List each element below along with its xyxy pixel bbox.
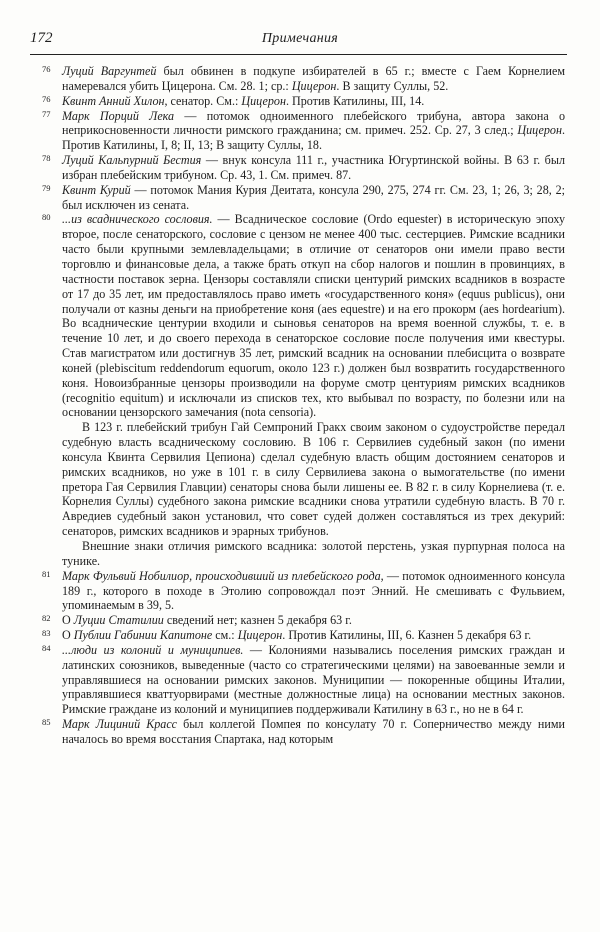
footnote-term: Квинт Курий (62, 182, 131, 197)
page-number: 172 (30, 30, 53, 46)
footnote-term: Квинт Анний Хилон (62, 93, 165, 108)
footnote-fragment: . Против Катилины, I, 8; II, 13; В защиту Суллы, 18. (62, 123, 565, 153)
footnote-term: Луций Варгунтей (62, 64, 157, 78)
footnote-fragment: . Против Катилины, III, 6. Казнен 5 декабря 63 г. (282, 628, 532, 643)
footnote (42, 93, 565, 109)
footnote-fragment: — Колониями назывались поселения римских граждан и латинских союзников, выведенные (часто со стратегическими целями) на завоеванные земли и управлявшиеся на основании римских законов. Муниципии — покоренные общины Италии, управлявшиеся кваттуорвирами (местные должностные лица) на основании местных законов. Римские граждане из колоний и муниципиев поддерживали Катилину в 63 г., но не в 64 г. (62, 642, 565, 717)
footnote-fragment: . Против Катилины, III, 14. (285, 93, 425, 108)
footnote-text (62, 94, 424, 108)
footnote-text (62, 183, 565, 212)
footnote-term: Марк Порций Лека (62, 108, 175, 123)
footnote-fragment: сведений нет; казнен 5 декабря 63 г. (163, 613, 352, 628)
footnote-fragment: — Всадническое сословие (Ordo equester) в историческую эпоху второе, после сенаторского, сословие с цензом не менее 400 тыс. сестерциев. Римские всадники часто были крупными землевладельцами; в отличие от сенаторов они имели право вести торговлю и финансовые дела, а также брать откуп на сбор налогов и пошлин в провинциях, в частности поставок зерна. Цензоры составляли списки центурий римских всадников в возрасте от 17 до 35 лет, им предоставлялось право иметь «государственного коня» (equus publicus), они получали от казны деньги на приобретение коня (aes equestre) и на его прокорм (aes hordearium). Во всаднические центурии входили и сыновья сенаторов на время военной службы, т. е. в течение 10 лет, и до своего перехода в сенаторское сословие после получения ими квестуры. Став магистратом или достигнув 35 лет, римский всадник на основании плебисцита о возврате коней (plebiscitum reddendorum equorum, около 123 г.) должен был возвратить государственного коня. Новоизбранные цензоры производили на форуме смотр центуриям римских всадников (recognitio equitum) и исключали из списков тех, кто выбывал по возрасту, по болезни или на основании цензорского замечания (nota censoria). (62, 212, 566, 420)
footnote-paragraph: В 123 г. плебейский трибун Гай Семпроний Гракх своим законом о судоустройстве передал судебную власть всадническому сословию. В 106 г. Сервилиев судебный закон (по имени консула Квинта Сервилия Цепиона) сделал судебную власть общим достоянием сенаторов и римских всадников, но уже в 101 г. в силу Сервилиева закона о вымогательстве (по имени претора Гая Сервилия Главции) сенаторы снова были лишены ее. В 82 г. в силу Корнелиева (т. е. Корнелия Суллы) судебного закона римские всадники снова утратили судебную власть. В 70 г. Авредиев судебный закон установил, что совет судей должен составляться из трех декурий: сенаторов, римских всадников и эрарных трибунов. (62, 420, 565, 539)
footnote (42, 628, 565, 643)
footnote-fragment: , сенатор. См.: (164, 93, 242, 108)
footnote-marker: 78 (42, 153, 51, 164)
footnote-term: Луций Кальпурний Бестия (62, 153, 202, 168)
notes-list (42, 64, 566, 747)
footnote-text (62, 717, 565, 746)
footnote (42, 568, 566, 614)
footnote-marker: 80 (42, 212, 51, 223)
footnote-marker: 85 (42, 717, 51, 728)
running-title: Примечания (261, 31, 339, 46)
footnote-marker: 83 (42, 628, 51, 639)
page-header (30, 28, 570, 50)
footnote-fragment: — потомок одноименного плебейского трибуна, автора закона о неприкосновенности личности римского гражданина; см. примеч. 252. Ср. 27, 3 след.; (62, 108, 565, 138)
footnote-term: Цицерон (241, 93, 286, 108)
footnote (42, 717, 565, 747)
footnote-marker: 76 (42, 93, 51, 104)
footnote-fragment: см.: (212, 628, 238, 643)
footnote-fragment: — внук консула 111 г., участника Югуртинской войны. В 63 г. был избран плебейским трибуном. Ср. 43, 1. См. примеч. 87. (62, 153, 566, 182)
footnote-text (62, 569, 565, 613)
footnote-term: Луции Статилии (73, 613, 164, 628)
footnote-fragment: . В защиту Суллы, 52. (336, 78, 449, 93)
footnote-term: Марк Лициний Красс (62, 717, 178, 732)
footnote-fragment: был коллегой Помпея по консулату 70 г. Соперничество между ними началось во время восстания Спартака, над которым (62, 717, 565, 746)
footnote-marker: 76 (42, 64, 51, 74)
footnote-marker: 82 (42, 613, 51, 624)
footnote-text (62, 64, 565, 93)
footnote-term: ...люди из колоний и муниципиев. (62, 642, 244, 657)
footnote-marker: 84 (42, 642, 51, 653)
footnote-term: Публии Габинии Капитоне (73, 628, 213, 643)
footnote (42, 613, 565, 628)
footnote-marker: 77 (42, 108, 51, 119)
footnote-fragment: — потомок одноименного консула 189 г., которого в походе в Этолию сопровождал поэт Энний. Не смешивать с Фульвием, упоминаемым в 39, 5. (62, 568, 566, 613)
footnote (42, 108, 565, 154)
footnote-text (62, 613, 352, 627)
footnote-fragment: О (62, 613, 74, 628)
footnote-text (62, 212, 565, 419)
footnote (42, 212, 566, 568)
footnote (42, 153, 566, 183)
footnote-term: Марк Фульвий Нобилиор, происходивший из плебейского рода, (62, 568, 384, 583)
footnote-text (62, 628, 531, 642)
header-rule (30, 54, 567, 55)
footnote-term: Цицерон (517, 123, 562, 138)
footnote-term: Цицерон (237, 628, 283, 643)
footnote-text (62, 153, 565, 182)
footnote-marker: 79 (42, 182, 51, 193)
footnote-fragment: — потомок Мания Курия Деитата, консула 290, 275, 274 гг. См. 23, 1; 26, 3; 28, 2; был исключен из сената. (62, 182, 565, 212)
footnote-term: ...из всаднического сословия. (62, 212, 213, 227)
footnote-fragment: О (62, 628, 74, 643)
footnote-fragment: был обвинен в подкупе избирателей в 65 г.; вместе с Гаем Корнелием намеревался убить Цицерона. См. 28. 1; ср.: (62, 64, 566, 93)
footnote-text (62, 643, 565, 716)
footnote (42, 64, 566, 94)
footnote-paragraph: Внешние знаки отличия римского всадника: золотой перстень, узкая пурпурная полоса на тунике. (62, 539, 565, 568)
footnote-term: Цицерон (291, 78, 337, 93)
footnote-marker: 81 (42, 568, 51, 579)
footnote (42, 182, 565, 213)
footnote-text (62, 109, 565, 153)
footnote (42, 642, 565, 717)
